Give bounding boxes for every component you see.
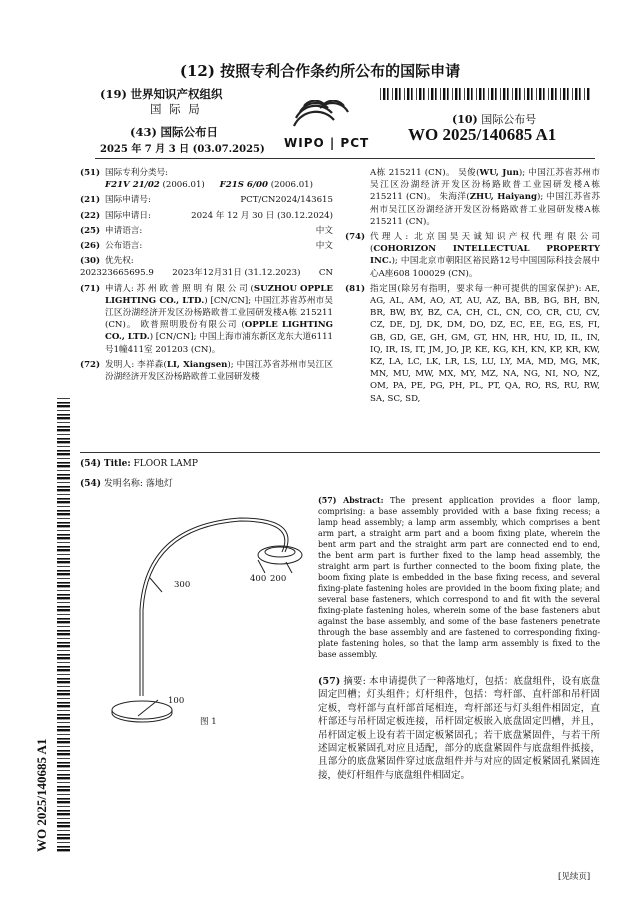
ref-label-300: 300 (174, 580, 191, 590)
inventor-1-latin: LI, Xiangsen (166, 359, 228, 370)
field-51-classes (105, 179, 333, 191)
header-barcode (380, 88, 590, 100)
title-cn-value: 落地灯 (145, 479, 173, 489)
biblio-divider (80, 452, 600, 453)
field-51-num: (51) (80, 168, 101, 178)
applicant-2-address: ) [CN/CN]; 中国上海市浦东新区龙东大道6111号1幢411室 201203 (CN)。 (105, 332, 333, 355)
wipo-logo (278, 100, 370, 156)
ipc-date-1: (2006.01) (162, 180, 205, 191)
title-cn (80, 476, 173, 489)
header-divider (95, 158, 595, 159)
abstract-en-label: Abstract: (343, 496, 384, 505)
pubdate-code: (43) (130, 125, 157, 139)
pubno-label: 国际公布号 (481, 113, 537, 126)
org-name: 世界知识产权组织 (130, 87, 223, 101)
spine-barcode (57, 398, 70, 853)
field-26-value: 中文 (315, 241, 333, 252)
title-en-label: Title: (103, 459, 131, 469)
field-26 (80, 240, 333, 252)
org-bureau: 国 际 局 (150, 102, 202, 116)
priority-country: CN (318, 268, 333, 279)
title-en (80, 459, 198, 469)
field-22-label: 国际申请日: (105, 210, 151, 221)
biblio-right-column (345, 167, 600, 408)
org-line (100, 86, 223, 102)
ref-label-100: 100 (168, 696, 185, 706)
pubdate-value: 2025 年 7 月 3 日 (03.07.2025) (100, 144, 265, 155)
field-25-value: 中文 (315, 225, 333, 236)
abstract-cn-text: 本申请提供了一种落地灯，包括：底盘组件，设有底盘固定凹槽；灯头组件；灯杆组件，包括：弯杆部、直杆部和吊杆固定板，弯杆部与直杆部首尾相连，弯杆部还与灯头组件相固定，直杆部还与吊杆固定板连接，吊杆固定板嵌入底盘固定凹槽，并且，吊杆固定板上设有若干固定板紧固孔；若干底盘紧固件，与若干所述固定板紧固孔对应且适配，部分的底盘紧固件与底盘组件抵接，且部分的底盘紧固件穿过底盘组件并与对应的固定板紧固孔紧固连接，使灯杆组件与底盘组件相固定。 (318, 676, 600, 781)
pubdate-line (130, 124, 218, 140)
field-22-value: 2024 年 12 月 30 日 (30.12.2024) (191, 210, 333, 221)
abstract-en (318, 495, 600, 660)
field-72-num: (72) (80, 359, 101, 370)
field-25 (80, 225, 333, 237)
abstract-en-text: The present application provides a floor lamp, comprising: a base assembly provided with a base fixing recess; a lamp head assembly; a lamp arm assembly, which comprises a bent arm part, a straight arm part and a boom fixing plate, wherein the bent arm part and the straight arm part are connected end to end, the bent arm part is further fixed to the lamp head assembly, the straight arm part is further connected to the boom fixing plate, the boom fixing plate is embedded in the base fixing recess, and several fixing-plate fastening holes are provided in the boom fixing plate; and several base fasteners, which correspond to and fit with the several fixing-plate fastening holes, wherein some of the base fasteners abut against the base assembly, and some of the base fasteners penetrate through the base assembly and are fastened to corresponding fixing-plate fastening holes, so that the lamp arm assembly is fixed to the base assembly. (318, 496, 600, 659)
field-81 (345, 283, 600, 405)
field-22 (80, 210, 333, 222)
field-51-label: 国际专利分类号: (105, 168, 169, 178)
field-21-num: (21) (80, 195, 101, 206)
abstract-cn (318, 675, 600, 782)
applicant-2-latin: OPPLE LIGHTING CO., LTD. (105, 320, 333, 343)
ref-label-400: 400 (250, 574, 267, 584)
field-71-num: (71) (80, 283, 101, 294)
field-30-num: (30) (80, 256, 101, 267)
inventor-2-latin: WU, Jun (479, 168, 519, 178)
continued-note: [见续页] (558, 872, 591, 882)
inventors-cont-e: ); 中国江苏省苏州市吴江区汾湖经济开发区汾杨路欧普工业园研发楼A栋 215211 (CN)。 (370, 192, 601, 227)
pubno-code: (10) (452, 113, 478, 126)
inventors-cont-a: A栋 215211 (CN)。 吴俊( (370, 168, 480, 178)
field-25-num: (25) (80, 225, 101, 236)
title-en-num: (54) (80, 459, 102, 469)
abstract-cn-label: 摘要: (343, 676, 366, 687)
title-cn-label: 发明名称: (103, 479, 143, 489)
abstract-en-num: (57) (318, 496, 337, 505)
org-code: (19) (100, 87, 127, 101)
field-74 (345, 231, 600, 280)
field-25-label: 申请语言: (105, 225, 143, 236)
field-30-label: 优先权: (105, 256, 134, 267)
field-30 (80, 255, 333, 279)
inventors-continued (345, 167, 600, 228)
priority-row (80, 267, 333, 279)
inventor-1-address: ); 中国江苏省苏州市吴江区汾湖经济开发区汾杨路欧普工业园研发楼 (105, 359, 334, 383)
field-26-label: 公布语言: (105, 241, 143, 252)
floor-lamp-drawing (100, 500, 315, 730)
inventor-1-name: 发明人: 李祥森( (105, 359, 167, 370)
abstract-cn-num: (57) (318, 676, 341, 687)
field-22-num: (22) (80, 210, 101, 221)
field-71 (80, 283, 333, 356)
field-51 (80, 167, 333, 191)
ipc-class-2: F21S 6/00 (219, 180, 269, 191)
spine-publication-number: WO 2025/140685 A1 (34, 738, 49, 852)
agent-name: 代理人: 北京国昊天诚知识产权代理有限公司 ( (370, 232, 600, 255)
agent-address: ); 中国北京市朝阳区裕民路12号中国国际科技会展中心A座608 100029 (CN)。 (370, 256, 600, 279)
applicant-1-latin: SUZHOU OPPLE LIGHTING CO., LTD. (105, 283, 333, 306)
biblio-left-column (80, 167, 333, 386)
field-74-num: (74) (345, 232, 366, 243)
title-en-value: FLOOR LAMP (133, 459, 198, 469)
field-21-label: 国际申请号: (105, 195, 151, 206)
applicant-1-name: 申请人: 苏 州 欧 普 照 明 有 限 公 司 ( (105, 283, 254, 294)
designated-states: 指定国(除另有指明，要求每一种可提供的国家保护): AE, AG, AL, AM, AO, AT, AU, AZ, BA, BB, BG, BH, BN, BR, BW, BY, BZ, CA, CH, CL, CN, CO, CR, CU, CV, CZ, DE, DJ, DK, DM, DO, DZ, EC, EE, EG, ES, FI, GB, GD, GE, GH, GM, GT, HN, HR, HU, ID, IL, IN, IQ, IR, IS, IT, JM, JO, JP, KE, KG, KH, KN, KP, KR, KW, KZ, LA, LC, LK, LR, LS, LU, LY, MA, MD, MG, MK, MN, MU, MW, MX, MY, MZ, NA, NG, NI, NO, NZ, OM, PA, PE, PG, PH, PL, PT, QA, RO, RS, RU, RW, SA, SC, SD, (370, 283, 600, 404)
wipo-logo-text: WIPO | PCT (284, 136, 370, 150)
field-21 (80, 194, 333, 206)
field-21-value: PCT/CN2024/143615 (240, 195, 333, 206)
field-81-num: (81) (345, 283, 366, 294)
ref-label-200: 200 (270, 574, 287, 584)
applicant-1-address: ) [CN/CN]; 中国江苏省苏州市吴江区汾湖经济开发区汾杨路欧普工业园研发楼A栋 215211 (CN)。 欧普照明股份有限公司 ( (105, 295, 333, 331)
agent-latin: COHORIZON INTELLECTUAL PROPERTY INC. (370, 244, 600, 267)
pubdate-label: 国际公布日 (160, 125, 219, 139)
figure-caption: 图 1 (200, 717, 217, 727)
priority-date: 2023年12月31日 (31.12.2023) (172, 268, 301, 279)
figure-1 (100, 500, 315, 730)
inventor-3-latin: ZHU, Haiyang (469, 192, 537, 203)
ipc-class-1: F21V 21/02 (105, 180, 160, 191)
field-72 (80, 359, 333, 383)
inventors-cont-c: ); 中国江苏省苏州市吴江区汾湖经济开发区汾杨路欧普工业园研发楼A栋 215211 (CN)。 朱海洋( (370, 168, 600, 203)
document-title: (12) 按照专利合作条约所公布的国际申请 (179, 62, 461, 80)
ipc-date-2: (2006.01) (270, 180, 313, 191)
field-26-num: (26) (80, 241, 101, 252)
title-cn-num: (54) (80, 479, 102, 489)
publication-number: WO 2025/140685 A1 (408, 125, 557, 144)
priority-app-number: 202323665695.9 (80, 268, 154, 279)
